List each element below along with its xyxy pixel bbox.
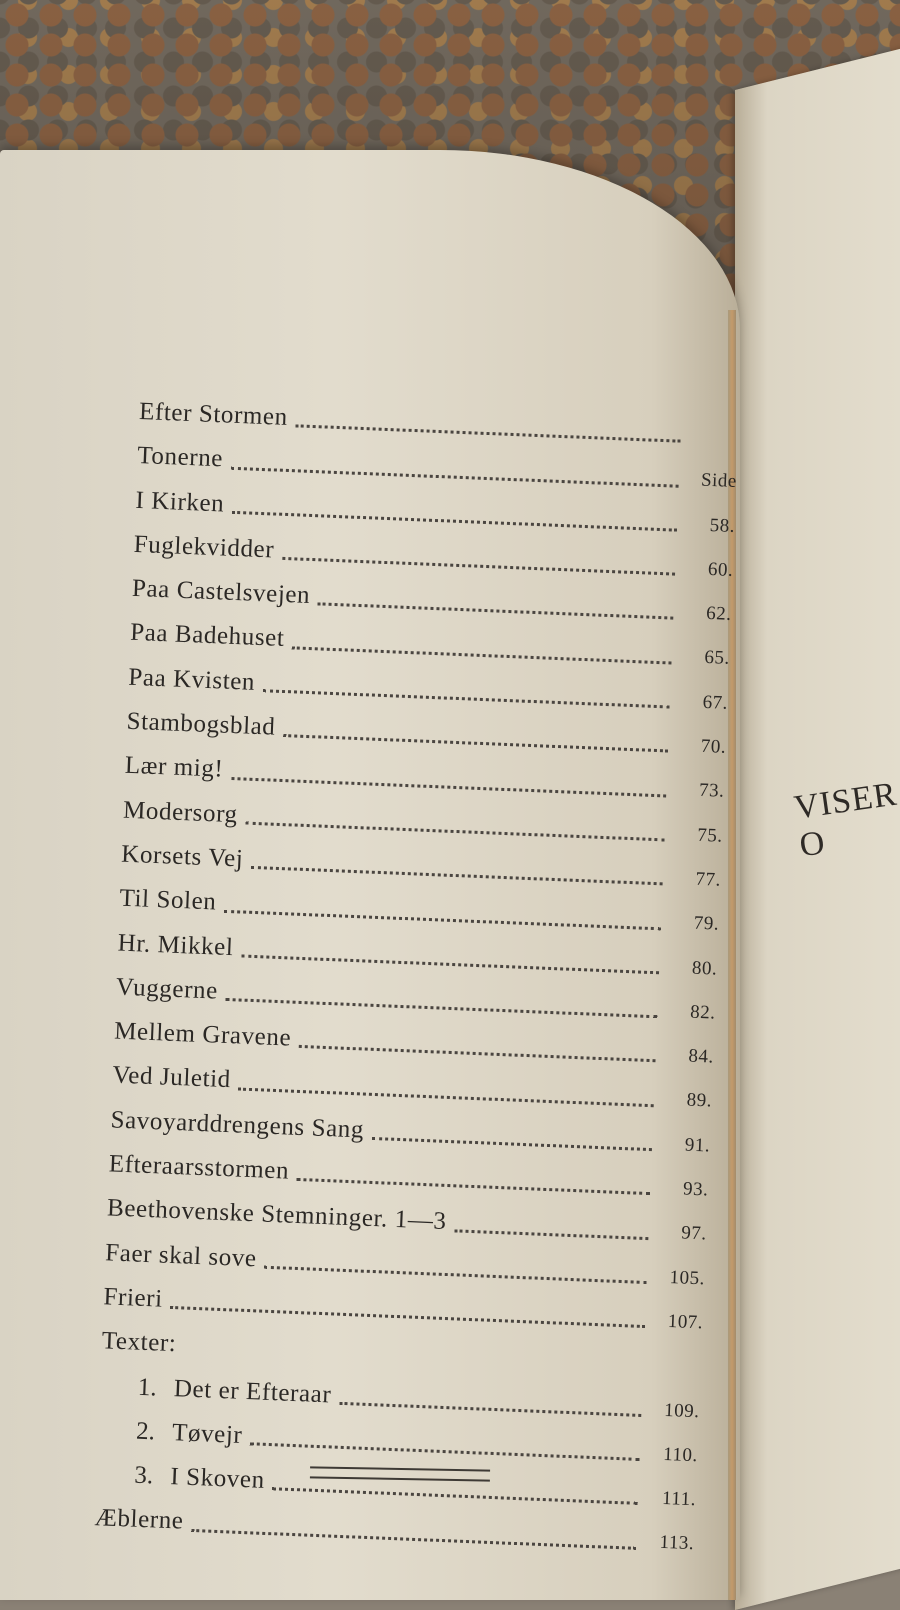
- toc-entry-page: 80.: [691, 957, 718, 980]
- toc-subentry-page: 111.: [661, 1487, 697, 1511]
- leader-dots: [225, 997, 657, 1018]
- toc-subentry-number: 1.: [137, 1373, 158, 1401]
- toc-entry-title: Beethovenske Stemninger. 1—3: [106, 1194, 448, 1236]
- toc-subentry-page: 110.: [662, 1443, 699, 1467]
- toc-entry-title: Hr. Mikkel: [117, 929, 234, 961]
- toc-entry-page: 97.: [680, 1222, 707, 1245]
- toc-entry-page: 67.: [702, 691, 729, 714]
- toc-subentry-title: I Skoven: [169, 1463, 266, 1494]
- leader-dots: [238, 1086, 653, 1107]
- toc-subentry-title: Det er Efteraar: [173, 1374, 332, 1409]
- leader-dots: [250, 1441, 640, 1461]
- toc-entry-page: 79.: [693, 912, 720, 935]
- toc-section-title: Texter:: [101, 1327, 177, 1358]
- toc-entry-title: Lær mig!: [124, 752, 224, 784]
- toc-subentry-number: 3.: [133, 1461, 154, 1490]
- toc-entry-page: 77.: [695, 868, 722, 891]
- toc-entry-page: 113.: [659, 1532, 695, 1555]
- toc-entry-page: 62.: [705, 603, 732, 626]
- leader-dots: [318, 602, 674, 620]
- toc-entry-page: 73.: [698, 780, 725, 803]
- toc-entry-title: Ved Juletid: [111, 1061, 232, 1094]
- leader-dots: [224, 908, 661, 930]
- leader-dots: [292, 645, 672, 664]
- leader-dots: [232, 510, 677, 532]
- leader-dots: [372, 1136, 652, 1151]
- toc-entry-title: Mellem Gravene: [113, 1017, 292, 1052]
- leader-dots: [264, 1265, 646, 1284]
- toc-entry-page: Side: [700, 469, 738, 493]
- toc-entry-title: Frieri: [103, 1283, 164, 1313]
- toc-entry-page: 82.: [689, 1001, 716, 1024]
- leader-dots: [282, 556, 675, 576]
- toc-entry-page: 107.: [667, 1310, 704, 1334]
- toc-subentry-number: 2.: [135, 1417, 156, 1446]
- toc-subentry-page: 109.: [663, 1399, 700, 1422]
- toc-entry-page: 65.: [704, 647, 731, 670]
- toc-entry-title: Paa Castelsvejen: [131, 575, 311, 610]
- leader-dots: [245, 821, 664, 842]
- leader-dots: [454, 1228, 648, 1240]
- toc-entry-title: Efter Stormen: [138, 397, 289, 431]
- toc-entry-title: Savoyarddrengens Sang: [110, 1106, 365, 1144]
- toc-entry-title: Tonerne: [136, 442, 224, 473]
- toc-entry-page: 91.: [684, 1134, 711, 1157]
- leader-dots: [231, 465, 679, 487]
- toc-entry-page: 70.: [700, 735, 727, 758]
- toc-entry-title: Korsets Vej: [120, 840, 244, 873]
- toc-entry-page: 60.: [707, 558, 734, 581]
- toc-entry-page: 84.: [688, 1045, 715, 1068]
- toc-entry-title: Fuglekvidder: [133, 530, 275, 564]
- toc-entry-page: 58.: [709, 514, 736, 537]
- leader-dots: [251, 865, 663, 886]
- toc-entry-title: Vuggerne: [115, 973, 219, 1005]
- right-page-title: VISER O: [792, 775, 900, 865]
- leader-dots: [263, 688, 670, 708]
- toc-entry-title: Modersorg: [122, 796, 239, 828]
- leader-dots: [297, 1177, 651, 1195]
- toc-entry-title: Paa Kvisten: [127, 663, 256, 696]
- toc-entry-title: Til Solen: [119, 884, 217, 916]
- toc-entry-page: 105.: [669, 1266, 706, 1290]
- leader-dots: [283, 733, 668, 752]
- toc-entry-title: I Kirken: [135, 486, 225, 518]
- toc-subentry-title: Tøvejr: [171, 1418, 243, 1449]
- toc-entry-title: Paa Badehuset: [129, 619, 285, 653]
- toc-entry-page: [688, 441, 738, 443]
- toc-entry-title: Faer skal sove: [104, 1238, 258, 1273]
- leader-dots: [295, 424, 680, 443]
- table-of-contents: [94, 390, 740, 1565]
- toc-entry-title: Stambogsblad: [126, 707, 276, 741]
- leader-dots: [191, 1528, 636, 1550]
- leader-dots: [241, 953, 659, 974]
- toc-entry-title: Efteraarsstormen: [108, 1150, 290, 1185]
- toc-entry-page: 93.: [682, 1178, 709, 1201]
- leader-dots: [339, 1401, 641, 1417]
- leader-dots: [231, 776, 666, 797]
- toc-entry-title: Æblerne: [94, 1504, 185, 1536]
- toc-entry-page: 89.: [686, 1089, 713, 1112]
- leader-dots: [272, 1487, 637, 1506]
- toc-entry-page: 75.: [696, 824, 723, 847]
- leader-dots: [299, 1044, 656, 1062]
